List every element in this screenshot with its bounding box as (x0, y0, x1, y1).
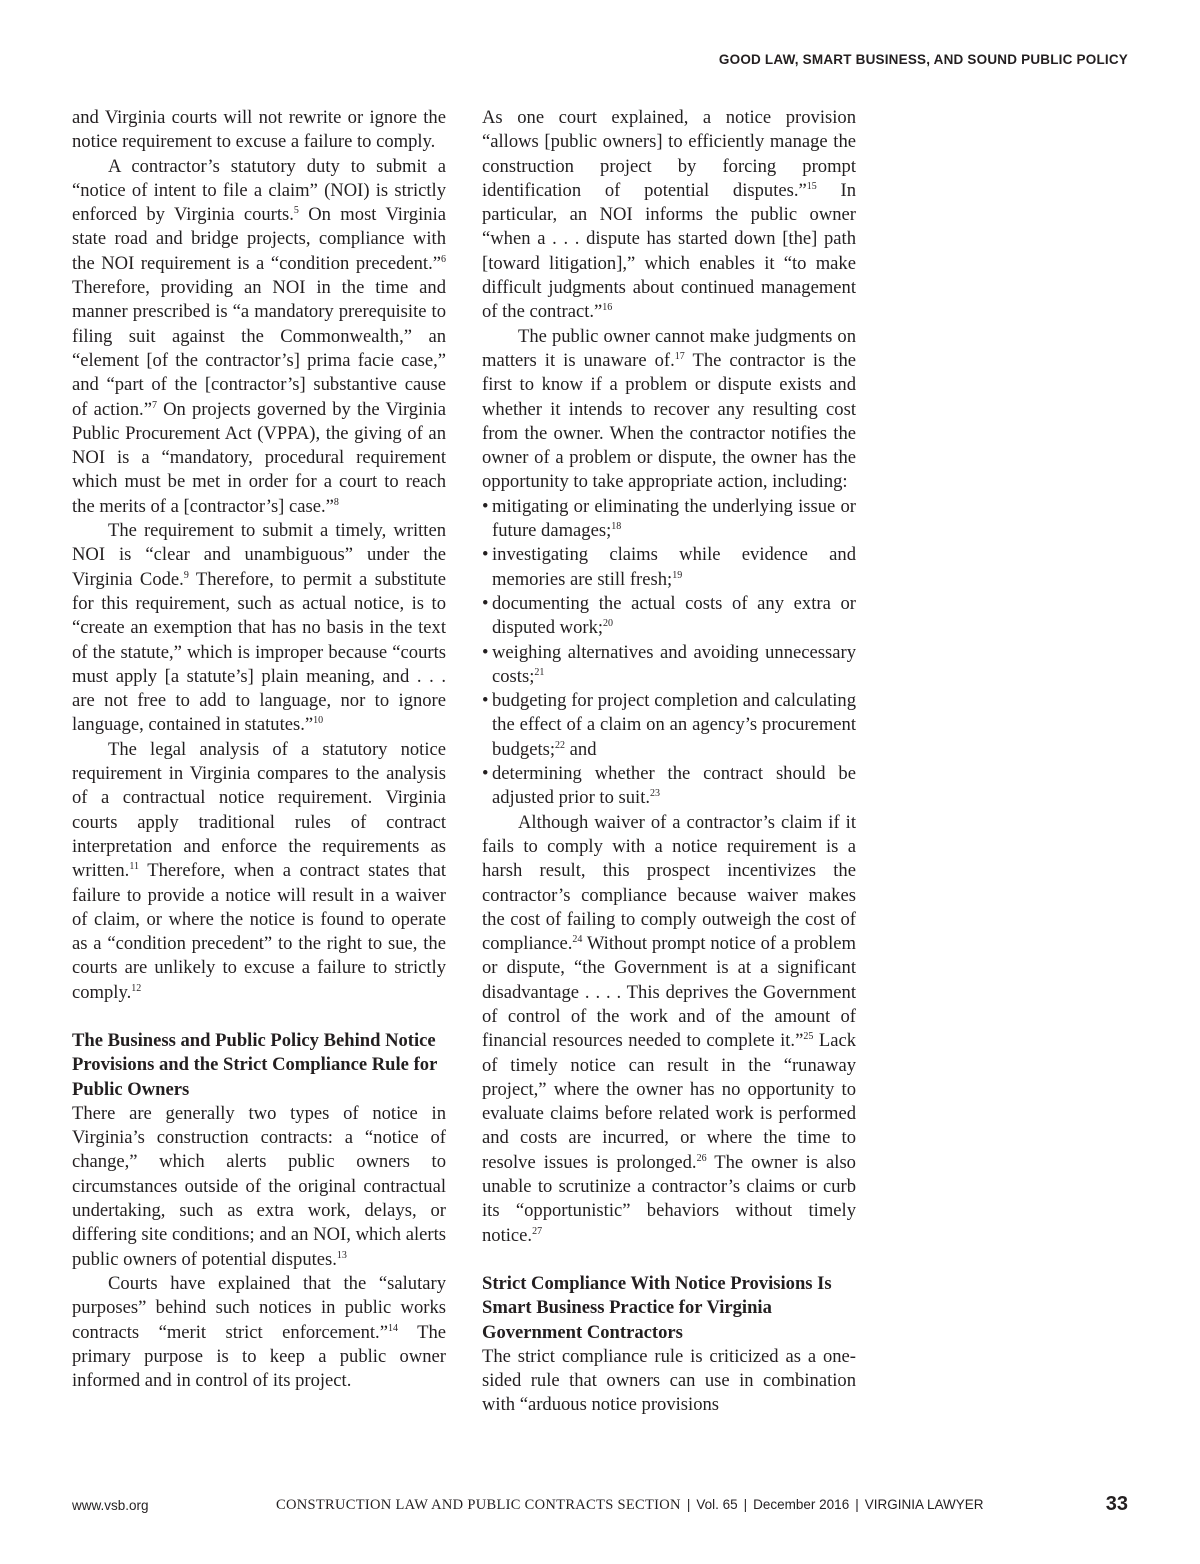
footnote-ref: 19 (672, 569, 683, 581)
footer-separator: | (855, 1497, 859, 1512)
paragraph: A contractor’s statutory duty to submit a “notice of intent to file a claim” (NOI) is strictly enforced by Virginia courts.$^5$ On most Virginia state road and bridge projects, compliance with the NOI requirement is a “condition precedent.”$^6$ Therefore, providing an NOI in the time and manner prescribed is “a mandatory prerequisite to filing suit against the Commonwealth,” an “element [of the contractor’s] prima facie case,” and “part of the [contractor’s] substantive cause of action.”$^7$ On projects governed by the Virginia Public Procurement Act (VPPA), the giving of an NOI is a “mandatory, procedural requirement which must be met in order for a court to reach the merits of a [contractor’s] case.”$^8$ (72, 155, 446, 517)
footnote-ref: 13 (336, 1249, 347, 1261)
footnote-ref: 10 (313, 715, 324, 727)
section-heading: The Business and Public Policy Behind Notice Provisions and the Strict Compliance Rule for Public Owners (72, 1029, 437, 1100)
bullet-list (482, 495, 856, 811)
footnote-ref: 23 (650, 788, 661, 800)
footnote-ref: 24 (572, 934, 583, 946)
running-head: GOOD LAW, SMART BUSINESS, AND SOUND PUBLIC POLICY (718, 52, 1128, 67)
footer-url[interactable]: www.vsb.org (72, 1498, 149, 1513)
footnote-ref: 12 (131, 982, 142, 994)
footnote-ref: 25 (803, 1031, 814, 1043)
footer-separator: | (686, 1497, 691, 1512)
page-footer (72, 1493, 1128, 1522)
list-item: • documenting the actual costs of any extra or disputed work;$^{20}$ (482, 592, 856, 639)
bullet-icon: • (482, 641, 489, 663)
bullet-icon: • (482, 690, 489, 712)
footnote-ref: 26 (696, 1152, 707, 1164)
footnote-ref: 22 (555, 739, 566, 751)
footnote-ref: 11 (129, 861, 139, 873)
bullet-icon: • (482, 495, 489, 517)
paragraph: Although waiver of a contractor’s claim if it fails to comply with a notice requirement is a harsh result, this prospect incentivizes the contractor’s compliance because waiver makes the cost of failing to comply outweigh the cost of compliance.$^{24}$ Without prompt notice of a problem or dispute, “the Government is at a significant disadvantage . . . . This deprives the Government of control of the work and of the amount of financial resources needed to complete it.”$^{25}$ Lack of timely notice can result in the “runaway project,” where the owner has no opportunity to evaluate claims before related work is performed and costs are incurred, or where the time to resolve issues is prolonged.$^{26}$ The owner is also unable to scrutinize a contractor’s claims or curb its “opportunistic” behaviors without timely notice.$^{27}$ (482, 811, 857, 1246)
bullet-icon: • (482, 763, 489, 785)
bullet-icon: • (482, 544, 489, 566)
right-column (482, 106, 856, 1418)
list-item: • determining whether the contract should be adjusted prior to suit.$^{23}$ (482, 763, 856, 809)
footnote-ref: 9 (183, 569, 189, 581)
list-item: • mitigating or eliminating the underlying issue or future damages;$^{18}$ (482, 495, 856, 542)
footer-publication: VIRGINIA LAWYER (864, 1497, 984, 1512)
paragraph: As one court explained, a notice provision “allows [public owners] to efficiently manage the construction project by forcing prompt identification of potential disputes.”$^{15}$ In particular, an NOI informs the public owner “when a . . . dispute has started down [the] path [toward litigation],” which enables it “to make difficult judgments about continued management of the contract.”$^{16}$ (482, 107, 856, 323)
footnote-ref: 6 (441, 253, 446, 265)
footnote-ref: 14 (387, 1322, 398, 1334)
footnote-ref: 21 (534, 666, 545, 678)
footnote-ref: 8 (333, 496, 339, 508)
paragraph: The requirement to submit a timely, written NOI is “clear and unambiguous” under the Virginia Code.$^9$ Therefore, to permit a substitute for this requirement, such as actual notice, is to “create an exemption that has no basis in the text of the statute,” which is improper because “courts must apply [a statute’s] plain meaning, and . . . are not free to add to language, nor to ignore language, contained in statutes.”$^{10}$ (72, 520, 447, 736)
section-heading: Strict Compliance With Notice Provisions Is Smart Business Practice for Virginia Government Contractors (482, 1272, 832, 1343)
footnote-ref: 7 (151, 399, 157, 411)
paragraph: There are generally two types of notice in Virginia’s construction contracts: a “notice of change,” which alerts public owners to circumstances outside of the original contractual undertaking, such as extra work, delays, or differing site conditions; and an NOI, which alerts public owners of potential disputes.$^{13}$ (72, 1102, 446, 1270)
paragraph: The public owner cannot make judgments on matters it is unaware of.$^{17}$ The contractor is the first to know if a problem or dispute exists and whether it intends to recover any resulting cost from the owner. When the contractor notifies the owner of a problem or dispute, the owner has the opportunity to take appropriate action, including: (482, 325, 856, 493)
paragraph: The legal analysis of a statutory notice requirement in Virginia compares to the analysis of a contractual notice requirement. Virginia courts apply traditional rules of contract interpretation and enforce the requirements as written.$^{11}$ Therefore, when a contract states that failure to provide a notice will result in a waiver of claim, or where the notice is found to operate as a “condition precedent” to the right to sue, the courts are unlikely to excuse a failure to strictly comply.$^{12}$ (72, 738, 446, 1003)
footnote-ref: 18 (611, 521, 622, 533)
bullet-icon: • (482, 592, 489, 614)
list-item: • budgeting for project completion and calculating the effect of a claim on an agency’s procurement budgets;$^{22}$ and (482, 690, 856, 760)
footer-separator: | (743, 1497, 748, 1512)
footnote-ref: 17 (674, 350, 685, 362)
left-column (72, 106, 446, 1393)
footer-date: December 2016 (753, 1497, 850, 1512)
footer-volume: Vol. 65 (696, 1497, 738, 1512)
footnote-ref: 20 (603, 618, 614, 630)
footer-publication-info (276, 1497, 984, 1514)
footer-section: CONSTRUCTION LAW AND PUBLIC CONTRACTS SECTION (276, 1497, 681, 1513)
paragraph: The strict compliance rule is criticized as a one-sided rule that owners can use in combination with “arduous notice provisions (482, 1345, 856, 1416)
paragraph: and Virginia courts will not rewrite or ignore the notice requirement to excuse a failure to comply. (72, 107, 446, 153)
footnote-ref: 5 (293, 205, 299, 217)
paragraph: Courts have explained that the “salutary purposes” behind such notices in public works contracts “merit strict enforcement.”$^{14}$ The primary purpose is to keep a public owner informed and in control of its project. (72, 1272, 446, 1392)
footnote-ref: 16 (602, 302, 613, 314)
footnote-ref: 15 (806, 180, 817, 192)
list-item: • weighing alternatives and avoiding unnecessary costs;$^{21}$ (482, 641, 856, 687)
list-item: • investigating claims while evidence and memories are still fresh;$^{19}$ (482, 544, 856, 590)
footnote-ref: 27 (532, 1225, 543, 1237)
page-number: 33 (1105, 1493, 1128, 1515)
